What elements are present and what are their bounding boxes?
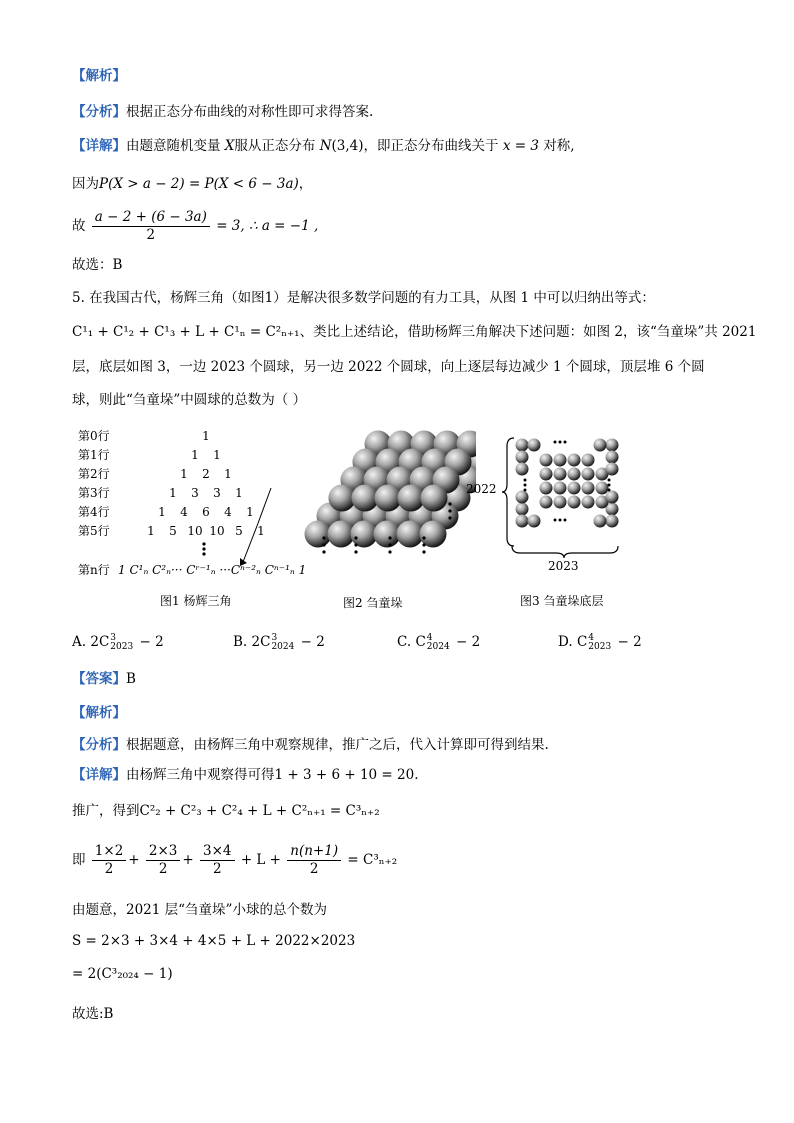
ji-term-1-den: 2 [104, 861, 114, 877]
ji-dots: + L + [240, 852, 281, 868]
q4-detail-params: (3,4) [331, 138, 364, 154]
bottom-layer-balls [516, 439, 619, 528]
fig1-caption: 图1 杨辉三角 [160, 594, 232, 608]
side-count-label: 2022 [466, 482, 497, 496]
continuation-dot [322, 536, 325, 539]
because-end: ， [298, 176, 313, 192]
chutong-stack-figure [296, 428, 476, 564]
option-a-tail: − 2 [139, 634, 164, 650]
triangle-number: 4 [180, 505, 188, 519]
q5-sum-result: = 2(C³₂₀₂₄ − 1) [72, 966, 173, 982]
bottom-ball [554, 468, 567, 481]
q4-detail-mid: 服从正态分布 [234, 138, 316, 154]
bottom-ball [606, 451, 619, 464]
bottom-ball [568, 468, 581, 481]
continuation-dot [322, 550, 325, 553]
bottom-ball [606, 439, 619, 452]
option-b-sup: 3 [271, 632, 278, 643]
bottom-ball [606, 515, 619, 528]
q5-detail [72, 765, 419, 785]
q4-detail-eq: x = 3 [502, 138, 539, 154]
bottom-ball [528, 515, 541, 528]
option-b-tail: − 2 [300, 634, 325, 650]
bottom-ball [554, 496, 567, 509]
bottom-layer-ellipsis [524, 441, 611, 522]
because-expr: P(X > a − 2) = P(X < 6 − 3a) [99, 176, 299, 192]
option-a-coef: 2 [90, 634, 99, 650]
q4-analysis-text: 根据正态分布曲线的对称性即可求得答案. [126, 104, 374, 120]
q4-analysis [72, 102, 373, 122]
q5-tuiguang [72, 801, 380, 821]
option-a-sup: 3 [110, 632, 117, 643]
triangle-number: 1 [257, 524, 265, 538]
continuation-dot [422, 550, 425, 553]
option-b-comb: C 3 2024 [260, 632, 295, 652]
triangle-vertical-dots [202, 542, 205, 555]
bottom-ball [540, 454, 553, 467]
q4-detail-end: 对称, [543, 138, 575, 154]
ji-term-3 [200, 843, 235, 878]
option-b-sub: 2024 [271, 641, 295, 652]
stack-ball [352, 485, 379, 512]
triangle-number: 1 [147, 524, 155, 538]
bottom-ball [606, 491, 619, 504]
triangle-number: 6 [202, 505, 210, 519]
fenxi-tag: 【分析】 [72, 104, 126, 120]
stack-ball [328, 521, 355, 548]
bottom-brace [512, 546, 618, 558]
q5-detail-eq: 1 + 3 + 6 + 10 = 20 [274, 767, 415, 783]
q4-detail [72, 136, 575, 156]
bottom-ball [594, 439, 607, 452]
stack-ball [397, 521, 424, 548]
option-c-comb: C 4 2024 [415, 632, 450, 652]
q4-because-line [72, 174, 312, 194]
bottom-ball [554, 482, 567, 495]
ji-term-n [287, 843, 341, 878]
bottom-ball [596, 482, 609, 495]
bottom-ball [582, 482, 595, 495]
triangle-row-label: 第5行 [78, 524, 110, 538]
continuation-dot [448, 509, 451, 512]
ji-term-3-den: 2 [212, 861, 222, 877]
option-c-tail: − 2 [455, 634, 481, 650]
triangle-arrow-line [243, 526, 257, 562]
option-a-sub: 2023 [110, 641, 134, 652]
triangle-row-label: 第3行 [78, 486, 110, 500]
yanghui-triangle-figure [74, 424, 306, 584]
q4-detail-dist: N [319, 138, 332, 154]
triangle-number: 1 [169, 486, 177, 500]
triangle-nth-label: 第n行 [78, 563, 110, 577]
option-a[interactable] [72, 633, 164, 652]
q5-conclusion: 故选:B [72, 1006, 114, 1022]
continuation-dot [322, 543, 325, 546]
q4-jiexi-heading [72, 66, 126, 86]
q5-stem-line4: 球，则此“刍童垛”中圆球的总数为（ ） [72, 392, 307, 408]
bottom-ball [516, 491, 529, 504]
triangle-number: 5 [169, 524, 177, 538]
option-c-sub: 2024 [426, 641, 450, 652]
triangle-number: 1 [158, 505, 166, 519]
triangle-nth-row: 1 C¹ₙ C²ₙ··· Cʳ⁻¹ₙ ···Cⁿ⁻²ₙ Cⁿ⁻¹ₙ 1 [118, 563, 306, 577]
triangle-number: 10 [187, 524, 203, 538]
q5-detail-end: . [414, 767, 419, 783]
bottom-ball [554, 454, 567, 467]
bottom-ball [568, 482, 581, 495]
so-word: 故 [72, 218, 86, 234]
q4-detail-pre: 由题意随机变量 [126, 138, 221, 154]
tuiguang-word: 推广，得到 [72, 803, 140, 819]
bottom-ball [516, 515, 529, 528]
ball-pile [305, 431, 477, 548]
continuation-dot [388, 543, 391, 546]
q5-answer-value: B [126, 671, 136, 687]
so-result: = 3, ∴ a = −1 , [216, 218, 319, 234]
option-d-comb: C 4 2023 [576, 632, 612, 652]
stack-ball [398, 485, 425, 512]
jiexi-tag: 【解析】 [72, 68, 126, 84]
q5-analysis [72, 735, 549, 755]
because-word: 因为 [72, 176, 99, 192]
q5-stem-line2-text: 、类比上述结论，借助杨辉三角解决下述问题：如图 2，该“刍童垛”共 2021 [299, 324, 757, 340]
bottom-ball [568, 496, 581, 509]
fig3-caption: 图3 刍童垛底层 [520, 594, 604, 608]
triangle-arrow-line [257, 488, 271, 526]
xiangjie-tag: 【详解】 [72, 767, 126, 783]
q5-by-question: 由题意，2021 层“刍童垛”小球的总个数为 [72, 902, 327, 918]
continuation-dot [422, 536, 425, 539]
ji-term-2-num: 2×3 [146, 843, 181, 861]
ji-term-1 [92, 843, 127, 878]
q5-detail-text: 由杨辉三角中观察得可得 [126, 767, 275, 783]
triangle-row-label: 第4行 [78, 505, 110, 519]
bottom-ball [528, 439, 541, 452]
ji-term-1-num: 1×2 [92, 843, 127, 861]
option-b-coef: 2 [251, 634, 261, 650]
bottom-ball [582, 454, 595, 467]
ji-word: 即 [72, 852, 86, 868]
continuation-dot [354, 543, 357, 546]
continuation-dot [354, 536, 357, 539]
option-d[interactable] [558, 633, 642, 652]
bottom-ball [516, 439, 529, 452]
bottom-count-label: 2023 [548, 559, 579, 573]
so-fraction-num: a − 2 + (6 − 3a) [92, 209, 210, 227]
q5-stem-line1: 5. 在我国古代，杨辉三角（如图1）是解决很多数学问题的有力工具，从图 1 中可以归纳出等式： [72, 290, 655, 306]
so-fraction [92, 209, 210, 244]
continuation-dot [388, 550, 391, 553]
continuation-dot [448, 502, 451, 505]
triangle-number: 2 [202, 467, 210, 481]
ji-term-3-num: 3×4 [200, 843, 235, 861]
bottom-ball [594, 515, 607, 528]
xiangjie-tag: 【详解】 [72, 138, 126, 154]
option-a-comb: C 3 2023 [98, 632, 134, 652]
continuation-dot [388, 536, 391, 539]
triangle-number: 1 [235, 486, 243, 500]
option-b[interactable] [233, 633, 325, 652]
side-brace [502, 438, 514, 546]
option-b-label: B. [233, 634, 248, 650]
option-d-sub: 2023 [588, 641, 612, 652]
option-d-tail: − 2 [617, 634, 642, 650]
triangle-number: 1 [224, 467, 232, 481]
triangle-number: 10 [209, 524, 225, 538]
continuation-dot [422, 543, 425, 546]
fig2-caption: 图2 刍童垛 [343, 596, 403, 610]
bottom-ball [540, 468, 553, 481]
option-a-label: A. [72, 634, 87, 650]
bottom-layer-figure [464, 430, 634, 580]
triangle-number: 1 [191, 448, 199, 462]
triangle-number: 1 [180, 467, 188, 481]
jiexi-tag: 【解析】 [72, 705, 126, 721]
q5-stem-eq: C¹₁ + C¹₂ + C¹₃ + L + C¹ₙ = C²ₙ₊₁ [72, 324, 300, 340]
triangle-number: 1 [202, 429, 210, 443]
ji-term-n-num: n(n+1) [287, 843, 341, 861]
q5-stem-line2 [72, 322, 756, 342]
triangle-number: 1 [246, 505, 254, 519]
so-fraction-den: 2 [146, 227, 156, 243]
bottom-ball [568, 454, 581, 467]
option-c-label: C. [397, 634, 412, 650]
ji-term-n-den: 2 [309, 861, 319, 877]
q5-analysis-text: 根据题意，由杨辉三角中观察规律，推广之后，代入计算即可得到结果. [126, 737, 549, 753]
option-c-sup: 4 [426, 632, 433, 643]
daan-tag: 【答案】 [72, 671, 126, 687]
stack-ball [374, 521, 401, 548]
bottom-ball [540, 482, 553, 495]
triangle-number: 3 [213, 486, 221, 500]
continuation-dot [354, 550, 357, 553]
continuation-dot [448, 516, 451, 519]
bottom-ball [582, 468, 595, 481]
q5-sum-line: S = 2×3 + 3×4 + 4×5 + L + 2022×2023 [72, 933, 356, 949]
stack-ball [421, 485, 448, 512]
bottom-ball [540, 496, 553, 509]
q4-detail-var: X [224, 138, 235, 154]
bottom-ball [582, 496, 595, 509]
ji-term-2 [146, 843, 181, 878]
option-d-sup: 4 [588, 632, 595, 643]
triangle-row-label: 第0行 [78, 429, 110, 443]
ji-term-2-den: 2 [158, 861, 168, 877]
stack-ball [375, 485, 402, 512]
option-d-label: D. [558, 634, 573, 650]
triangle-number: 3 [191, 486, 199, 500]
bottom-ball [516, 463, 529, 476]
triangle-number: 1 [213, 448, 221, 462]
stack-ball [305, 521, 332, 548]
triangle-number: 4 [224, 505, 232, 519]
tuiguang-eq: C²₂ + C²₃ + C²₄ + L + C²ₙ₊₁ = C³ₙ₊₂ [139, 803, 380, 819]
option-c[interactable] [397, 633, 480, 652]
triangle-row-label: 第1行 [78, 448, 110, 462]
q5-answer [72, 669, 136, 689]
fenxi-tag: 【分析】 [72, 737, 126, 753]
bottom-ball [606, 463, 619, 476]
q5-jiexi-heading [72, 703, 126, 723]
bottom-ball [516, 451, 529, 464]
triangle-number: 5 [235, 524, 243, 538]
triangle-row-label: 第2行 [78, 467, 110, 481]
q4-conclusion: 故选：B [72, 257, 123, 273]
q5-stem-line3: 层，底层如图 3，一边 2023 个圆球，另一边 2022 个圆球，向上逐层每边减少 1 个圆球，顶层堆 6 个圆 [72, 359, 705, 375]
stack-ball [351, 521, 378, 548]
ji-rhs: = C³ₙ₊₂ [347, 852, 398, 868]
stack-ball [329, 485, 356, 512]
triangle-rows [78, 429, 265, 538]
q5-ji-line: 即 $\frac{1\times 2}{2}$ + $\frac{2\times 3}{2}$ + $\frac{3\times 4}{2}$ + L + $\frac{n(n+1)}{2}$ = C³ₙ₊₂ [72, 843, 398, 877]
q4-detail-post: ，即正态分布曲线关于 [363, 138, 499, 154]
q4-so-line [72, 208, 318, 244]
bottom-ball [516, 503, 529, 516]
stack-ball [420, 521, 447, 548]
